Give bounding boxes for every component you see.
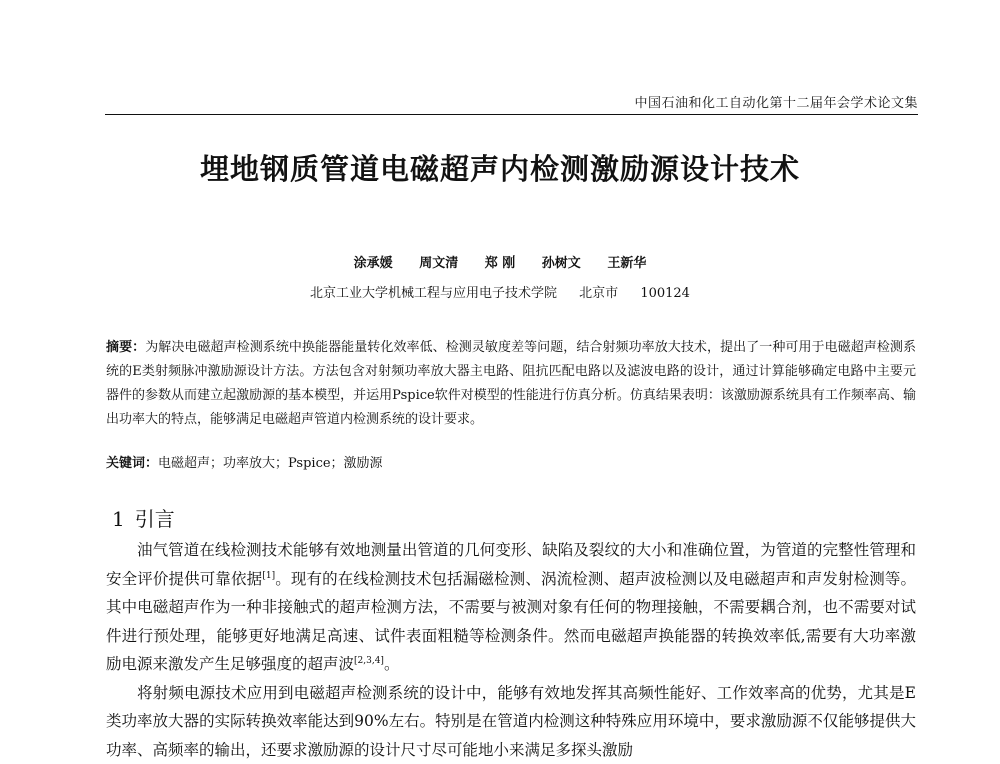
author-name: 王新华	[607, 256, 646, 271]
affiliation-institution: 北京工业大学机械工程与应用电子技术学院	[310, 286, 557, 301]
paragraph-text: 油气管道在线检测技术能够有效地测量出管道的几何变形、缺陷及裂纹的大小和准确位置，为管道的完整性管理和安全评价提供可靠依据	[106, 541, 916, 588]
paragraph-text: 。	[384, 655, 400, 673]
affiliation-postcode: 100124	[640, 286, 690, 301]
section-title: 引言	[135, 507, 175, 531]
author-name: 周文清	[419, 256, 458, 271]
author-name: 孙树文	[542, 256, 581, 271]
running-head: 中国石油和化工自动化第十二届年会学术论文集	[105, 92, 918, 111]
author-name: 涂承媛	[354, 256, 393, 271]
author-name: 郑 刚	[485, 256, 516, 271]
affiliation-city: 北京市	[579, 286, 618, 301]
section-body	[106, 536, 916, 764]
paragraph-text: 。现有的在线检测技术包括漏磁检测、涡流检测、超声波检测以及电磁超声和声发射检测等。其中电磁超声作为一种非接触式的超声检测方法，不需要与被测对象有任何的物理接触，不需要耦合剂，也不需要对试件进行预处理，能够更好地满足高速、试件表面粗糙等检测条件。然而电磁超声换能器的转换效率低,需要有大功率激励电源来激发产生足够强度的超声波	[106, 570, 916, 674]
paper-title: 埋地钢质管道电磁超声内检测激励源设计技术	[0, 147, 1000, 188]
affiliation	[0, 282, 1000, 301]
keywords	[106, 452, 916, 471]
keywords-text: 电磁超声；功率放大；Pspice；激励源	[158, 456, 383, 471]
abstract	[106, 336, 916, 432]
author-list	[0, 252, 1000, 271]
section-number: 1	[112, 507, 125, 531]
paragraph: 将射频电源技术应用到电磁超声检测系统的设计中，能够有效地发挥其高频性能好、工作效率高的优势，尤其是E类功率放大器的实际转换效率能达到90%左右。特别是在管道内检测这种特殊应用环境中，要求激励源不仅能够提供大功率、高频率的输出，还要求激励源的设计尺寸尽可能地小来满足多探头激励	[106, 679, 916, 764]
citation: [1]	[262, 570, 275, 580]
paragraph	[106, 536, 916, 679]
abstract-text: 为解决电磁超声检测系统中换能器能量转化效率低、检测灵敏度差等问题，结合射频功率放大技术，提出了一种可用于电磁超声检测系统的E类射频脉冲激励源设计方法。方法包含对射频功率放大器主电路、阻抗匹配电路以及滤波电路的设计，通过计算能够确定电路中主要元器件的参数从而建立起激励源的基本模型，并运用Pspice软件对模型的性能进行仿真分析。仿真结果表明：该激励源系统具有工作频率高、输出功率大的特点，能够满足电磁超声管道内检测系统的设计要求。	[106, 340, 916, 427]
keywords-label: 关键词：	[106, 456, 158, 471]
citation: [2,3,4]	[354, 656, 384, 666]
abstract-label: 摘要：	[106, 340, 145, 355]
section-heading	[112, 503, 175, 532]
header-rule	[105, 114, 918, 115]
